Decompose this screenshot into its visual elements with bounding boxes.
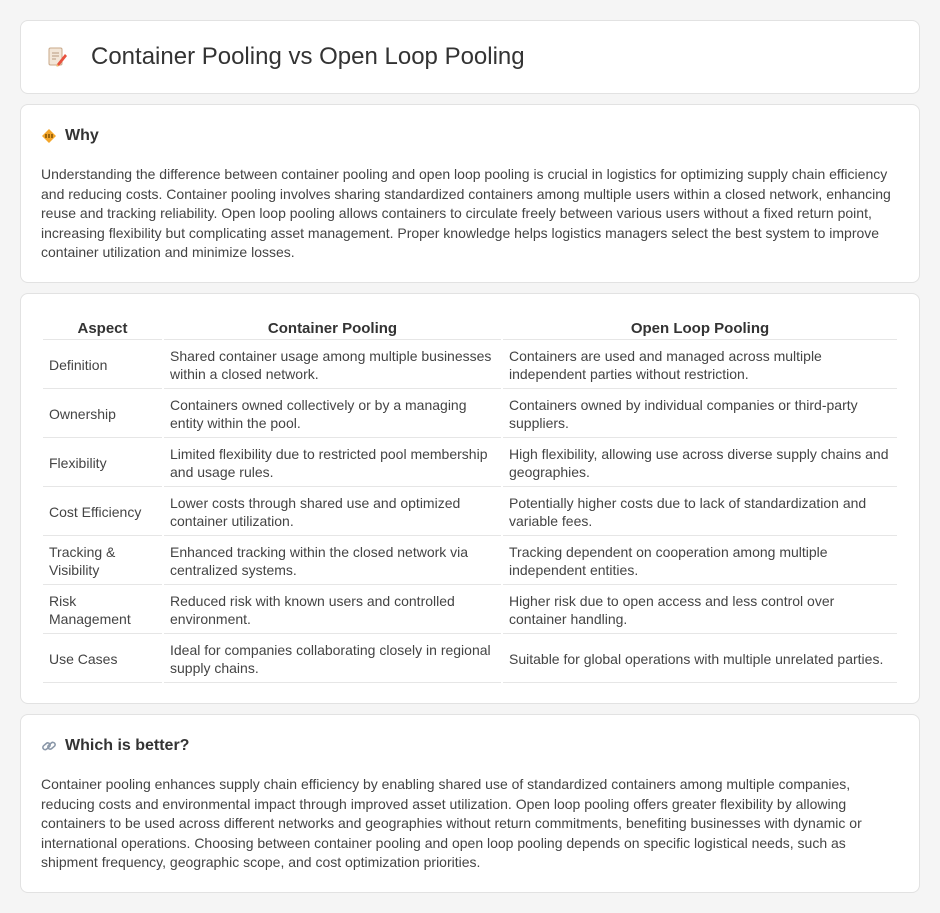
table-row [43,342,897,389]
why-text: Understanding the difference between container pooling and open loop pooling is crucial in logistics for optimizing supply chain efficiency and reducing costs. Container pooling involves sharing standardized containers among multiple users within a closed network, enhancing reuse and tracking reliability. Open loop pooling allows containers to circulate freely between various users without a fixed return point, increasing flexibility but complicating asset management. Proper knowledge helps logistics managers select the best system to improve container utilization and minimize losses. [41,166,891,260]
open-loop-pooling-cell: High flexibility, allowing use across diverse supply chains and geographies. [503,440,897,487]
title-card [20,20,920,94]
table-row [43,587,897,634]
page-title: Container Pooling vs Open Loop Pooling [91,43,525,70]
column-header-container-pooling: Container Pooling [164,316,501,340]
open-loop-pooling-cell: Containers are used and managed across multiple independent parties without restriction. [503,342,897,389]
open-loop-pooling-cell: Containers owned by individual companies or third-party suppliers. [503,391,897,438]
why-heading: Why [65,127,99,144]
container-pooling-cell: Ideal for companies collaborating closely in regional supply chains. [164,636,501,683]
aspect-cell: Risk Management [43,587,162,634]
why-heading-row [41,127,899,145]
better-text: Container pooling enhances supply chain efficiency by enabling shared use of standardized containers among multiple companies, reducing costs and environmental impact through improved asset utilization. Open loop pooling offers greater flexibility by allowing containers to be used across different networks and geographies without return commitments, benefiting businesses with dynamic or international operations. Choosing between container pooling and open loop pooling depends on specific logistical needs, such as shipment frequency, geographic scope, and cost optimization priorities. [41,776,862,870]
aspect-cell: Flexibility [43,440,162,487]
column-header-open-loop-pooling: Open Loop Pooling [503,316,897,340]
aspect-cell: Cost Efficiency [43,489,162,536]
open-loop-pooling-cell: Higher risk due to open access and less control over container handling. [503,587,897,634]
diamond-icon [41,128,57,144]
container-pooling-cell: Shared container usage among multiple businesses within a closed network. [164,342,501,389]
aspect-cell: Use Cases [43,636,162,683]
table-header-row [43,316,897,340]
comparison-table [41,314,899,685]
aspect-cell: Tracking & Visibility [43,538,162,585]
table-row [43,538,897,585]
open-loop-pooling-cell: Tracking dependent on cooperation among multiple independent entities. [503,538,897,585]
comparison-card [20,293,920,704]
container-pooling-cell: Reduced risk with known users and controlled environment. [164,587,501,634]
table-row [43,391,897,438]
better-heading-row [41,737,899,755]
open-loop-pooling-cell: Potentially higher costs due to lack of standardization and variable fees. [503,489,897,536]
aspect-cell: Definition [43,342,162,389]
link-icon [41,738,57,754]
aspect-cell: Ownership [43,391,162,438]
why-section [20,104,920,283]
open-loop-pooling-cell: Suitable for global operations with multiple unrelated parties. [503,636,897,683]
document-pencil-icon [45,45,69,69]
container-pooling-cell: Limited flexibility due to restricted pool membership and usage rules. [164,440,501,487]
container-pooling-cell: Enhanced tracking within the closed network via centralized systems. [164,538,501,585]
container-pooling-cell: Lower costs through shared use and optimized container utilization. [164,489,501,536]
better-heading: Which is better? [65,737,190,754]
container-pooling-cell: Containers owned collectively or by a managing entity within the pool. [164,391,501,438]
which-is-better-section [20,714,920,893]
table-row [43,636,897,683]
table-row [43,489,897,536]
column-header-aspect: Aspect [43,316,162,340]
table-row [43,440,897,487]
